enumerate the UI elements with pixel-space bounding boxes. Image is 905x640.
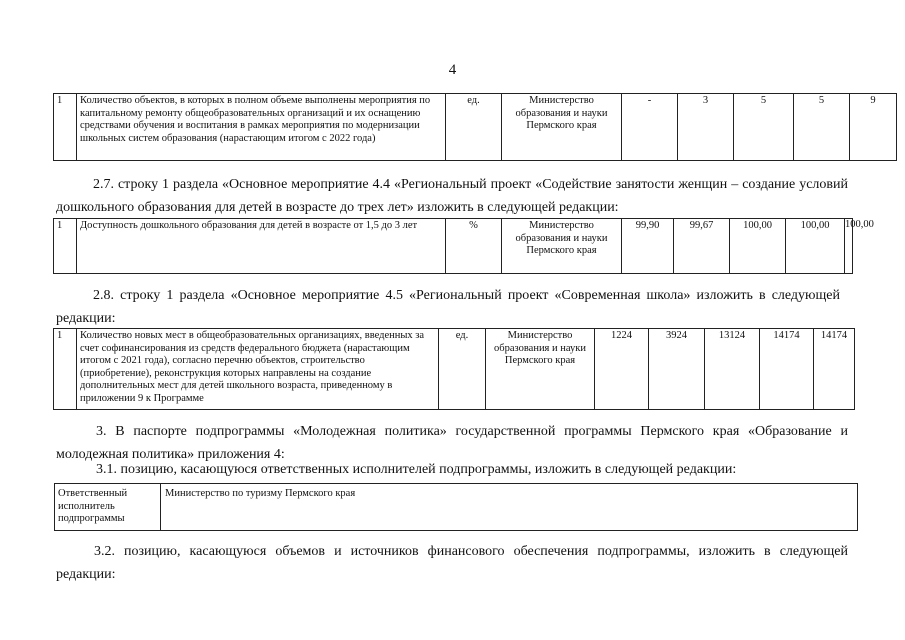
paragraph-3: 3. В паспорте подпрограммы «Молодежная политика» государственной программы Пермского края «Образование и молодежная политика» приложения 4: [56, 424, 848, 462]
value-cell: 3924 [649, 329, 705, 410]
position-label: Ответственный исполнитель подпрограммы [55, 484, 161, 531]
paragraph-3-1: 3.1. позицию, касающуюся ответственных исполнителей подпрограммы, изложить в следующей редакции: [96, 462, 737, 477]
unit: % [446, 219, 502, 274]
indicator-name: Количество объектов, в которых в полном объеме выполнены мероприятия по капитальному ремонту общеобразовательных организаций и их оснащению средствами обучения и воспитания в рамках мероприятия по модернизации школьных систем образования (нарастающим итогом с 2022 года) [77, 94, 446, 161]
responsible: Министерство образования и науки Пермского края [486, 329, 595, 410]
indicator-name: Доступность дошкольного образования для детей в возрасте от 1,5 до 3 лет [77, 219, 446, 274]
page-number: 4 [448, 62, 457, 78]
value-cell: 100,00 [786, 219, 845, 274]
paragraph-2-7: 2.7. строку 1 раздела «Основное мероприятие 4.4 «Региональный проект «Содействие занятости женщин – создание условий дошкольного образования для детей в возрасте до трех лет» изложить в следующей редакции: [56, 177, 848, 215]
position-value: Министерство по туризму Пермского края [161, 484, 858, 531]
indicator-name: Количество новых мест в общеобразовательных организациях, введенных за счет софинансирования из средств федерального бюджета (нарастающим итогом с 2021 года), согласно перечню объектов, строительство (приобретение), реконструкция которых направлены на создание дополнительных мест для детей школьного возраста, приведенному в приложении 9 к Программе [77, 329, 439, 410]
value-cell: 5 [734, 94, 794, 161]
paragraph-2-8: 2.8. строку 1 раздела «Основное мероприятие 4.5 «Региональный проект «Современная школа» изложить в следующей редакции: [56, 288, 840, 326]
value-cell: 100,00 [730, 219, 786, 274]
row-number: 1 [54, 94, 77, 161]
value-cell: 14174 [814, 329, 855, 410]
table-row [54, 329, 855, 410]
value-cell: - [622, 94, 678, 161]
value-cell: 13124 [705, 329, 760, 410]
value-cell: 99,90 [622, 219, 674, 274]
table-new-school-places [53, 328, 855, 410]
table-preschool-access [53, 218, 874, 274]
unit: ед. [446, 94, 502, 161]
responsible: Министерство образования и науки Пермского края [502, 94, 622, 161]
row-number: 1 [54, 219, 77, 274]
value-cell: 99,67 [674, 219, 730, 274]
responsible: Министерство образования и науки Пермского края [502, 219, 622, 274]
value-cell: 1224 [595, 329, 649, 410]
table-row [54, 219, 853, 274]
unit: ед. [439, 329, 486, 410]
value-cell: 5 [794, 94, 850, 161]
value-cell: 100,00 [845, 219, 853, 274]
value-cell: 14174 [760, 329, 814, 410]
value-cell: 3 [678, 94, 734, 161]
value-cell: 9 [850, 94, 897, 161]
table-responsible-executor [54, 483, 858, 531]
paragraph-3-2: 3.2. позицию, касающуюся объемов и источников финансового обеспечения подпрограммы, изложить в следующей редакции: [56, 544, 848, 582]
table-row [55, 484, 858, 531]
table-row [54, 94, 897, 161]
row-number: 1 [54, 329, 77, 410]
table-capital-repair [53, 93, 897, 161]
